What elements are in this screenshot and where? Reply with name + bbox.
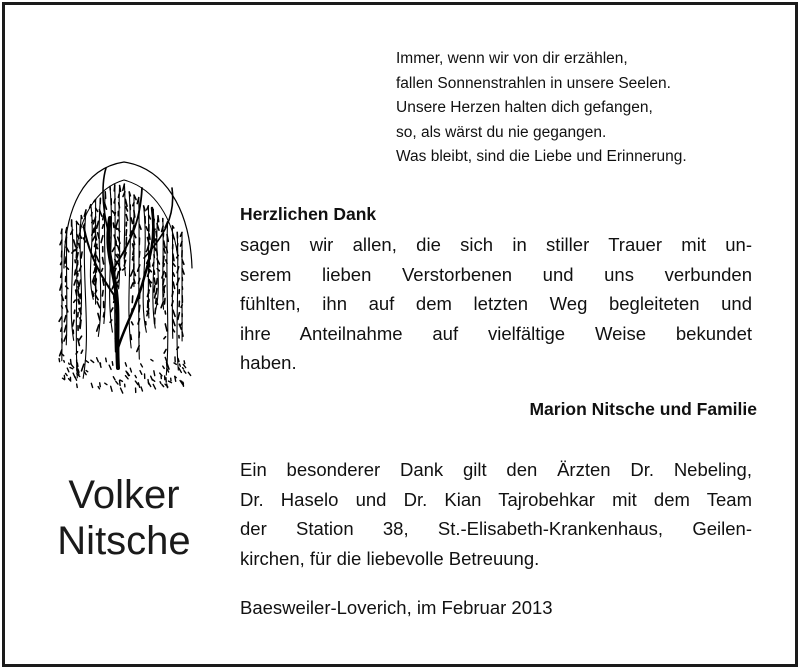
family-signature: Marion Nitsche und Familie xyxy=(529,399,757,419)
poem-line: Was bleibt, sind die Liebe und Erinnerung. xyxy=(396,148,687,165)
thanks-text xyxy=(240,230,752,378)
thanks-line: ihre Anteilnahme auf vielfältige Weise bekundet xyxy=(240,322,752,344)
thanks-heading: Herzlichen Dank xyxy=(240,204,377,224)
place-and-date: Baesweiler-Loverich, im Februar 2013 xyxy=(240,597,553,618)
poem-line: so, als wärst du nie gegangen. xyxy=(396,123,607,141)
special-thanks-text xyxy=(240,455,752,573)
poem xyxy=(396,47,687,170)
thanks-line: haben. xyxy=(240,352,297,373)
thanks-line: fühlten, ihn auf dem letzten Weg begleiteten und xyxy=(240,293,752,314)
poem-line: fallen Sonnenstrahlen in unsere Seelen. xyxy=(396,74,671,92)
special-thanks-line: der Station 38, St.-Elisabeth-Krankenhaus, Geilen- xyxy=(240,518,752,539)
thanks-line: serem lieben Verstorbenen und uns verbunden xyxy=(240,263,752,285)
poem-line: Unsere Herzen halten dich gefangen, xyxy=(396,99,653,116)
deceased-name xyxy=(36,472,212,564)
special-thanks-line: Dr. Haselo und Dr. Kian Tajrobehkar mit dem Team xyxy=(240,488,752,510)
special-thanks-line: kirchen, für die liebevolle Betreuung. xyxy=(240,547,540,569)
weeping-willow-icon xyxy=(44,148,204,398)
first-name: Volker xyxy=(68,473,180,517)
last-name: Nitsche xyxy=(57,519,191,563)
thanks-line: sagen wir allen, die sich in stiller Trauer mit un- xyxy=(240,234,752,255)
special-thanks-line: Ein besonderer Dank gilt den Ärzten Dr. Nebeling, xyxy=(240,459,752,480)
poem-line: Immer, wenn wir von dir erzählen, xyxy=(396,50,628,67)
